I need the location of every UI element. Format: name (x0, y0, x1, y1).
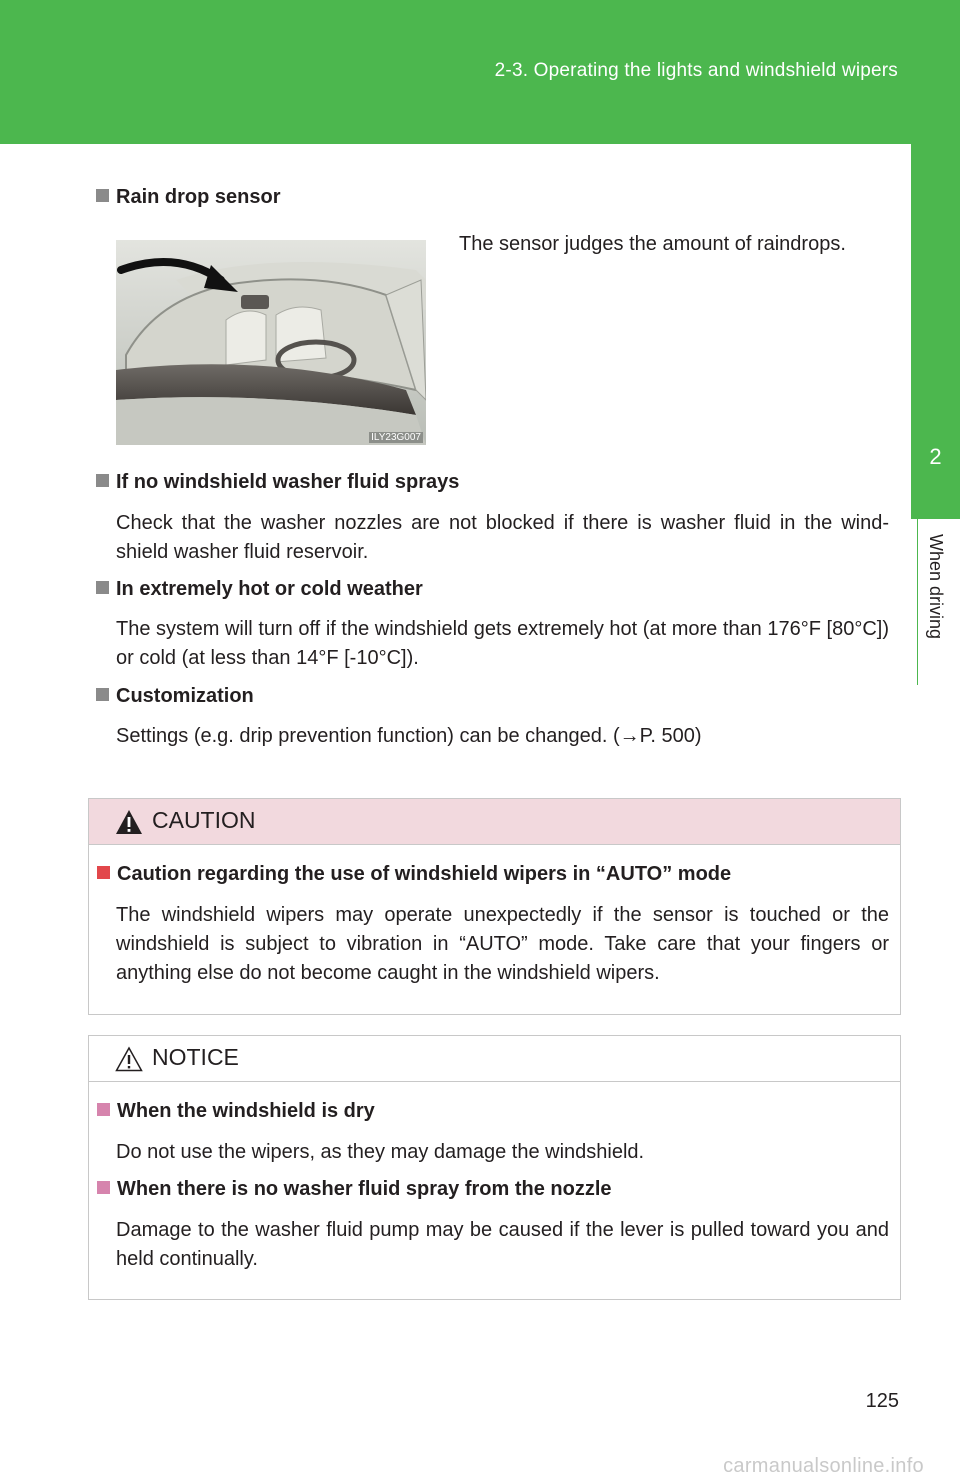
caution-header (89, 799, 900, 845)
caution-title: CAUTION (152, 807, 256, 833)
notice-title: NOTICE (152, 1044, 239, 1070)
notice-box (88, 1035, 901, 1300)
bullet-square-icon (96, 189, 109, 202)
bullet-square-icon (96, 474, 109, 487)
no-fluid-text: Check that the washer nozzles are not blocked if there is washer fluid in the wind-shield washer fluid reservoir. (116, 512, 889, 563)
bullet-square-icon (96, 688, 109, 701)
page-header (0, 0, 960, 144)
chapter-label: When driving (926, 534, 946, 640)
watermark: carmanualsonline.info (723, 1455, 924, 1477)
bullet-square-icon (97, 866, 110, 879)
caution-box (88, 798, 901, 1015)
caution-item-text: The windshield wipers may operate unexpectedly if the sensor is touched or the windshield is subject to vibration in “AUTO” mode. Take care that your fingers or anything else do not become caught in the windshield wipers. (116, 904, 889, 984)
weather-text: The system will turn off if the windshield gets extremely hot (at more than 176°F [80°C]) or cold (at less than 14°F [-10°C]). (116, 618, 889, 669)
rain-sensor-heading: Rain drop sensor (96, 186, 280, 209)
bullet-square-icon (97, 1181, 110, 1194)
notice-item2-text: Damage to the washer fluid pump may be caused if the lever is pulled toward you and held continually. (116, 1219, 889, 1270)
notice-item2-heading: When there is no washer fluid spray from the nozzle (97, 1178, 612, 1201)
car-interior-image (116, 240, 426, 445)
no-fluid-heading: If no windshield washer fluid sprays (96, 471, 459, 494)
chapter-tab (911, 144, 960, 519)
customization-heading: Customization (96, 685, 254, 708)
notice-item1-text: Do not use the wipers, as they may damage the windshield. (116, 1141, 645, 1163)
chapter-title: 2-3. Operating the lights and windshield wipers (494, 60, 898, 81)
page-number: 125 (865, 1390, 899, 1412)
rain-sensor-description: The sensor judges the amount of raindrops. (459, 233, 846, 255)
image-code: ILY23G007 (371, 432, 421, 443)
notice-header (89, 1036, 900, 1082)
warning-triangle-icon (115, 809, 143, 835)
bullet-square-icon (97, 1103, 110, 1116)
caution-item-heading: Caution regarding the use of windshield wipers in “AUTO” mode (97, 863, 731, 886)
weather-heading: In extremely hot or cold weather (96, 578, 423, 601)
rain-sensor-illustration (116, 240, 426, 445)
bullet-square-icon (96, 581, 109, 594)
chapter-number: 2 (929, 444, 942, 469)
warning-triangle-outline-icon (115, 1046, 143, 1072)
notice-item1-heading: When the windshield is dry (97, 1100, 375, 1123)
customization-text: Settings (e.g. drip prevention function) can be changed. (→P. 500) (116, 725, 702, 747)
